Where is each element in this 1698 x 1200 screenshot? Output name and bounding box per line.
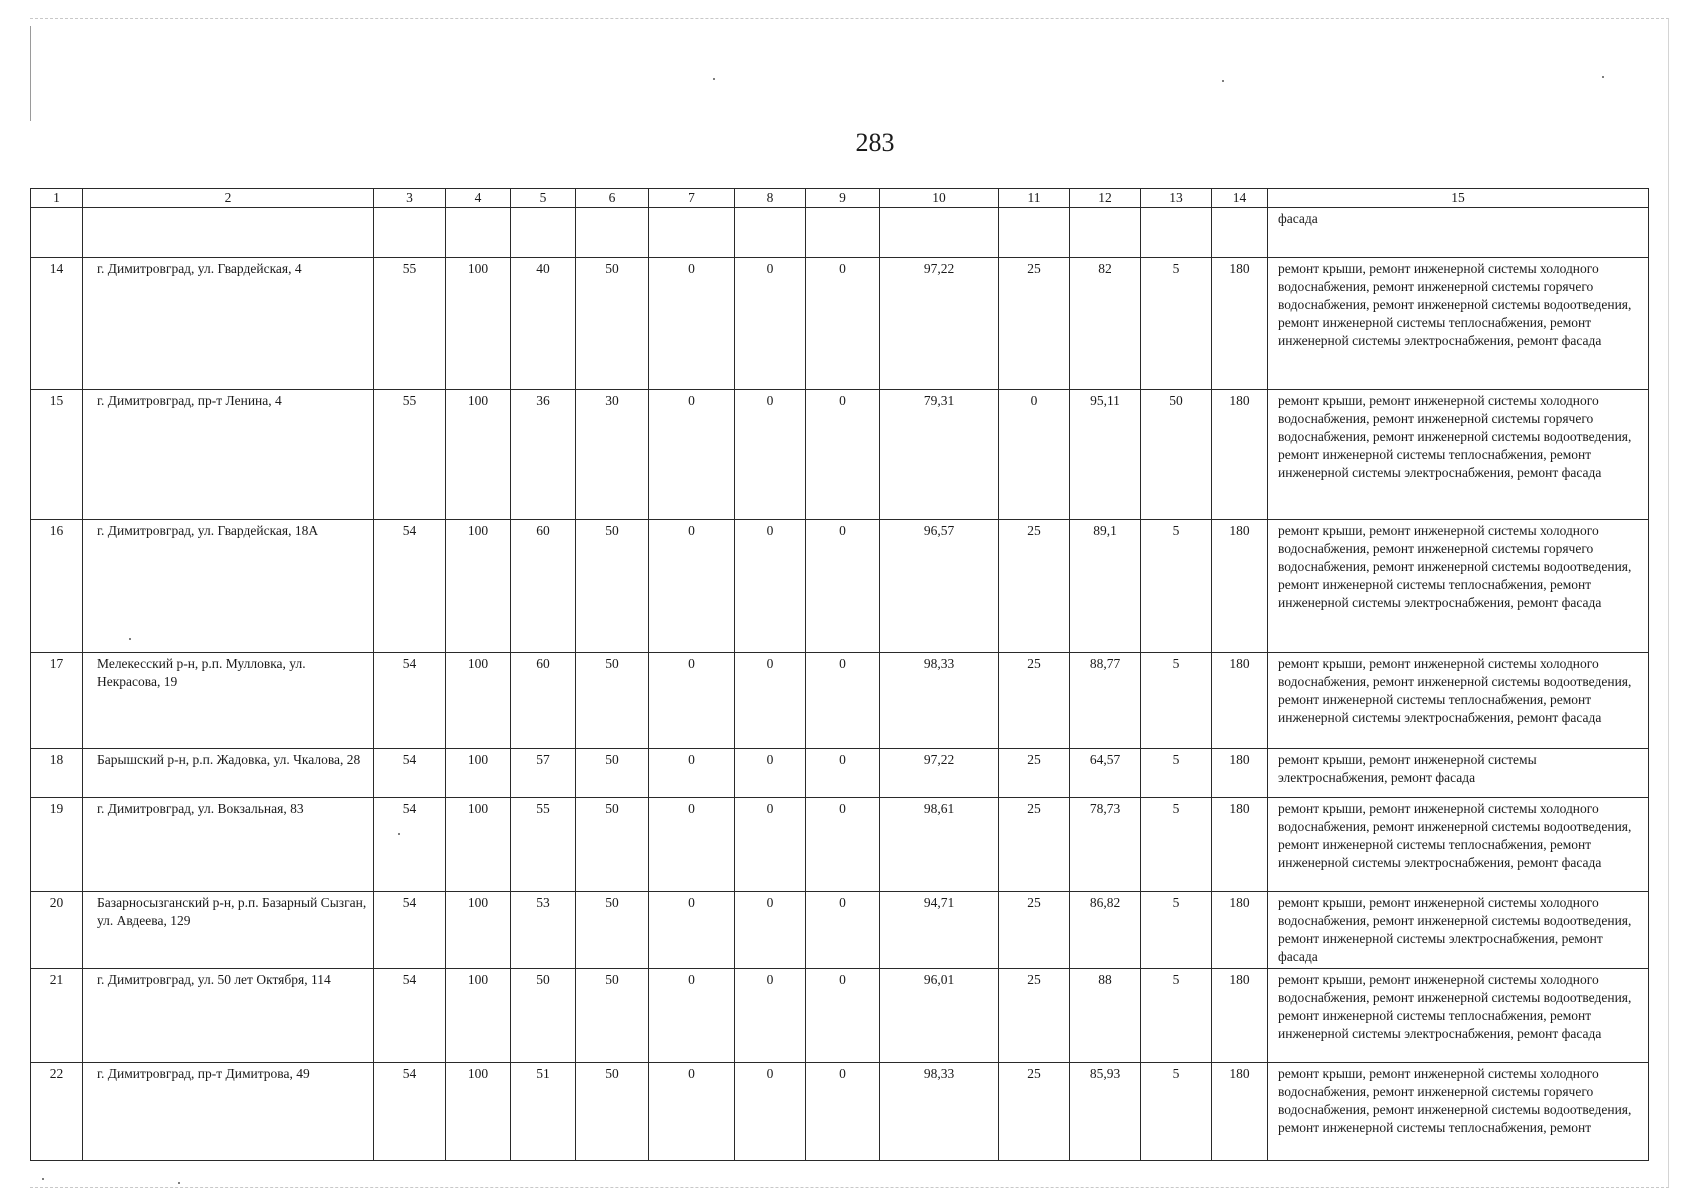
value-cell: 98,61 xyxy=(880,798,999,892)
value-cell: 5 xyxy=(1141,749,1212,798)
value-cell: 100 xyxy=(446,969,511,1063)
value-cell: 50 xyxy=(576,749,649,798)
value-cell: 100 xyxy=(446,1063,511,1161)
value-cell: 86,82 xyxy=(1070,892,1141,969)
value-cell: 54 xyxy=(374,1063,446,1161)
value-cell: 96,01 xyxy=(880,969,999,1063)
value-cell: 100 xyxy=(446,258,511,390)
scan-speck xyxy=(1222,80,1224,82)
value-cell: 5 xyxy=(1141,258,1212,390)
table-cell xyxy=(1212,208,1268,258)
value-cell: 25 xyxy=(999,258,1070,390)
value-cell: 36 xyxy=(511,390,576,520)
address-cell: г. Димитровград, ул. Вокзальная, 83 xyxy=(83,798,374,892)
repair-program-table xyxy=(30,188,1649,1161)
scan-speck xyxy=(129,638,131,640)
value-cell: 0 xyxy=(649,258,735,390)
value-cell: 55 xyxy=(374,258,446,390)
value-cell: 180 xyxy=(1212,892,1268,969)
table-cell xyxy=(806,208,880,258)
value-cell: 97,22 xyxy=(880,258,999,390)
address-cell: Мелекесский р-н, р.п. Мулловка, ул. Некрасова, 19 xyxy=(83,653,374,749)
value-cell: 97,22 xyxy=(880,749,999,798)
value-cell: 0 xyxy=(649,390,735,520)
value-cell: 0 xyxy=(999,390,1070,520)
value-cell: 100 xyxy=(446,798,511,892)
table-row xyxy=(31,749,1649,798)
value-cell: 50 xyxy=(576,258,649,390)
scan-speck xyxy=(398,833,400,835)
value-cell: 180 xyxy=(1212,749,1268,798)
value-cell: 5 xyxy=(1141,798,1212,892)
value-cell: 0 xyxy=(735,892,806,969)
value-cell: 54 xyxy=(374,969,446,1063)
value-cell: 55 xyxy=(374,390,446,520)
value-cell: 100 xyxy=(446,520,511,653)
value-cell: 180 xyxy=(1212,798,1268,892)
table-cell xyxy=(576,208,649,258)
address-cell: г. Димитровград, ул. Гвардейская, 18А xyxy=(83,520,374,653)
table-row xyxy=(31,969,1649,1063)
works-cell: ремонт крыши, ремонт инженерной системы холодного водоснабжения, ремонт инженерной системы горячего водоснабжения, ремонт инженерной системы водоотведения, ремонт инженерной системы теплоснабжения, ремонт инженерной системы электроснабжения, ремонт фасада xyxy=(1268,258,1649,390)
address-cell: г. Димитровград, ул. 50 лет Октября, 114 xyxy=(83,969,374,1063)
value-cell: 5 xyxy=(1141,1063,1212,1161)
value-cell: 95,11 xyxy=(1070,390,1141,520)
value-cell: 180 xyxy=(1212,258,1268,390)
value-cell: 82 xyxy=(1070,258,1141,390)
column-number: 6 xyxy=(576,189,649,208)
table-cell xyxy=(511,208,576,258)
works-cell: ремонт крыши, ремонт инженерной системы холодного водоснабжения, ремонт инженерной системы водоотведения, ремонт инженерной системы теплоснабжения, ремонт инженерной системы электроснабжения, ремонт фасада xyxy=(1268,798,1649,892)
value-cell: 0 xyxy=(735,653,806,749)
value-cell: 0 xyxy=(649,892,735,969)
table-cell xyxy=(83,208,374,258)
value-cell: 25 xyxy=(999,969,1070,1063)
value-cell: 88,77 xyxy=(1070,653,1141,749)
address-cell: г. Димитровград, пр-т Димитрова, 49 xyxy=(83,1063,374,1161)
value-cell: 57 xyxy=(511,749,576,798)
value-cell: 54 xyxy=(374,653,446,749)
table-cell xyxy=(1070,208,1141,258)
works-cell: ремонт крыши, ремонт инженерной системы электроснабжения, ремонт фасада xyxy=(1268,749,1649,798)
value-cell: 0 xyxy=(806,520,880,653)
value-cell: 50 xyxy=(1141,390,1212,520)
value-cell: 50 xyxy=(511,969,576,1063)
value-cell: 25 xyxy=(999,653,1070,749)
column-number: 11 xyxy=(999,189,1070,208)
value-cell: 100 xyxy=(446,749,511,798)
column-number: 15 xyxy=(1268,189,1649,208)
value-cell: 0 xyxy=(806,653,880,749)
works-cell: фасада xyxy=(1268,208,1649,258)
table-body xyxy=(31,189,1649,1161)
works-cell: ремонт крыши, ремонт инженерной системы холодного водоснабжения, ремонт инженерной системы водоотведения, ремонт инженерной системы теплоснабжения, ремонт инженерной системы электроснабжения, ремонт фасада xyxy=(1268,653,1649,749)
row-number-cell: 16 xyxy=(31,520,83,653)
value-cell: 60 xyxy=(511,520,576,653)
column-number: 7 xyxy=(649,189,735,208)
value-cell: 0 xyxy=(735,969,806,1063)
table-row xyxy=(31,390,1649,520)
table-row xyxy=(31,1063,1649,1161)
value-cell: 53 xyxy=(511,892,576,969)
table-cell xyxy=(374,208,446,258)
value-cell: 50 xyxy=(576,1063,649,1161)
scan-margin-mark xyxy=(30,26,31,121)
page-number: 283 xyxy=(855,128,895,157)
column-number: 1 xyxy=(31,189,83,208)
row-number-cell: 15 xyxy=(31,390,83,520)
works-cell: ремонт крыши, ремонт инженерной системы холодного водоснабжения, ремонт инженерной системы водоотведения, ремонт инженерной системы электроснабжения, ремонт фасада xyxy=(1268,892,1649,969)
column-number: 3 xyxy=(374,189,446,208)
value-cell: 54 xyxy=(374,892,446,969)
works-cell: ремонт крыши, ремонт инженерной системы холодного водоснабжения, ремонт инженерной системы горячего водоснабжения, ремонт инженерной системы водоотведения, ремонт инженерной системы теплоснабжения, ремонт инженерной системы электроснабжения, ремонт фасада xyxy=(1268,390,1649,520)
value-cell: 0 xyxy=(806,1063,880,1161)
value-cell: 0 xyxy=(806,749,880,798)
value-cell: 0 xyxy=(735,1063,806,1161)
value-cell: 54 xyxy=(374,749,446,798)
value-cell: 50 xyxy=(576,892,649,969)
value-cell: 25 xyxy=(999,892,1070,969)
row-number-cell: 22 xyxy=(31,1063,83,1161)
table-row xyxy=(31,258,1649,390)
value-cell: 98,33 xyxy=(880,653,999,749)
scan-speck xyxy=(42,1178,44,1180)
value-cell: 94,71 xyxy=(880,892,999,969)
table-cell xyxy=(735,208,806,258)
value-cell: 51 xyxy=(511,1063,576,1161)
value-cell: 180 xyxy=(1212,520,1268,653)
scan-speck xyxy=(178,1182,180,1184)
value-cell: 64,57 xyxy=(1070,749,1141,798)
value-cell: 25 xyxy=(999,798,1070,892)
value-cell: 100 xyxy=(446,390,511,520)
column-number: 5 xyxy=(511,189,576,208)
value-cell: 60 xyxy=(511,653,576,749)
value-cell: 180 xyxy=(1212,390,1268,520)
works-cell: ремонт крыши, ремонт инженерной системы холодного водоснабжения, ремонт инженерной системы горячего водоснабжения, ремонт инженерной системы водоотведения, ремонт инженерной системы теплоснабжения, ремонт xyxy=(1268,1063,1649,1161)
value-cell: 0 xyxy=(649,969,735,1063)
value-cell: 0 xyxy=(735,798,806,892)
value-cell: 50 xyxy=(576,520,649,653)
table-cell xyxy=(446,208,511,258)
value-cell: 89,1 xyxy=(1070,520,1141,653)
scan-speck xyxy=(713,78,715,80)
value-cell: 50 xyxy=(576,798,649,892)
value-cell: 0 xyxy=(649,749,735,798)
value-cell: 98,33 xyxy=(880,1063,999,1161)
table-row xyxy=(31,798,1649,892)
value-cell: 0 xyxy=(649,1063,735,1161)
value-cell: 79,31 xyxy=(880,390,999,520)
value-cell: 30 xyxy=(576,390,649,520)
value-cell: 180 xyxy=(1212,1063,1268,1161)
row-number-cell: 14 xyxy=(31,258,83,390)
table-cell xyxy=(880,208,999,258)
value-cell: 0 xyxy=(735,390,806,520)
table-cell xyxy=(31,208,83,258)
value-cell: 85,93 xyxy=(1070,1063,1141,1161)
column-number: 13 xyxy=(1141,189,1212,208)
table-row xyxy=(31,892,1649,969)
value-cell: 0 xyxy=(649,653,735,749)
row-number-cell: 19 xyxy=(31,798,83,892)
column-number: 12 xyxy=(1070,189,1141,208)
value-cell: 25 xyxy=(999,520,1070,653)
works-cell: ремонт крыши, ремонт инженерной системы холодного водоснабжения, ремонт инженерной системы водоотведения, ремонт инженерной системы теплоснабжения, ремонт инженерной системы электроснабжения, ремонт фасада xyxy=(1268,969,1649,1063)
value-cell: 0 xyxy=(806,892,880,969)
value-cell: 25 xyxy=(999,749,1070,798)
address-cell: г. Димитровград, пр-т Ленина, 4 xyxy=(83,390,374,520)
scan-speck xyxy=(1602,76,1604,78)
value-cell: 0 xyxy=(649,520,735,653)
address-cell: г. Димитровград, ул. Гвардейская, 4 xyxy=(83,258,374,390)
row-number-cell: 18 xyxy=(31,749,83,798)
table-cell xyxy=(649,208,735,258)
value-cell: 180 xyxy=(1212,653,1268,749)
address-cell: Базарносызганский р-н, р.п. Базарный Сызган, ул. Авдеева, 129 xyxy=(83,892,374,969)
value-cell: 0 xyxy=(649,798,735,892)
value-cell: 54 xyxy=(374,520,446,653)
row-number-cell: 21 xyxy=(31,969,83,1063)
value-cell: 96,57 xyxy=(880,520,999,653)
value-cell: 88 xyxy=(1070,969,1141,1063)
table-row xyxy=(31,653,1649,749)
column-number: 14 xyxy=(1212,189,1268,208)
table-cell xyxy=(1141,208,1212,258)
value-cell: 50 xyxy=(576,969,649,1063)
value-cell: 50 xyxy=(576,653,649,749)
value-cell: 5 xyxy=(1141,969,1212,1063)
column-number: 8 xyxy=(735,189,806,208)
value-cell: 78,73 xyxy=(1070,798,1141,892)
row-number-cell: 20 xyxy=(31,892,83,969)
value-cell: 0 xyxy=(806,258,880,390)
column-number: 4 xyxy=(446,189,511,208)
table-cell xyxy=(999,208,1070,258)
column-number: 10 xyxy=(880,189,999,208)
value-cell: 55 xyxy=(511,798,576,892)
value-cell: 0 xyxy=(806,390,880,520)
row-number-cell: 17 xyxy=(31,653,83,749)
column-number: 2 xyxy=(83,189,374,208)
value-cell: 0 xyxy=(735,749,806,798)
value-cell: 100 xyxy=(446,653,511,749)
value-cell: 54 xyxy=(374,798,446,892)
value-cell: 5 xyxy=(1141,653,1212,749)
value-cell: 180 xyxy=(1212,969,1268,1063)
works-cell: ремонт крыши, ремонт инженерной системы холодного водоснабжения, ремонт инженерной системы горячего водоснабжения, ремонт инженерной системы водоотведения, ремонт инженерной системы теплоснабжения, ремонт инженерной системы электроснабжения, ремонт фасада xyxy=(1268,520,1649,653)
column-number: 9 xyxy=(806,189,880,208)
value-cell: 100 xyxy=(446,892,511,969)
table-row xyxy=(31,520,1649,653)
value-cell: 5 xyxy=(1141,892,1212,969)
continuation-row xyxy=(31,208,1649,258)
column-number-row xyxy=(31,189,1649,208)
value-cell: 40 xyxy=(511,258,576,390)
value-cell: 0 xyxy=(806,798,880,892)
value-cell: 25 xyxy=(999,1063,1070,1161)
value-cell: 5 xyxy=(1141,520,1212,653)
value-cell: 0 xyxy=(806,969,880,1063)
value-cell: 0 xyxy=(735,258,806,390)
address-cell: Барышский р-н, р.п. Жадовка, ул. Чкалова, 28 xyxy=(83,749,374,798)
value-cell: 0 xyxy=(735,520,806,653)
